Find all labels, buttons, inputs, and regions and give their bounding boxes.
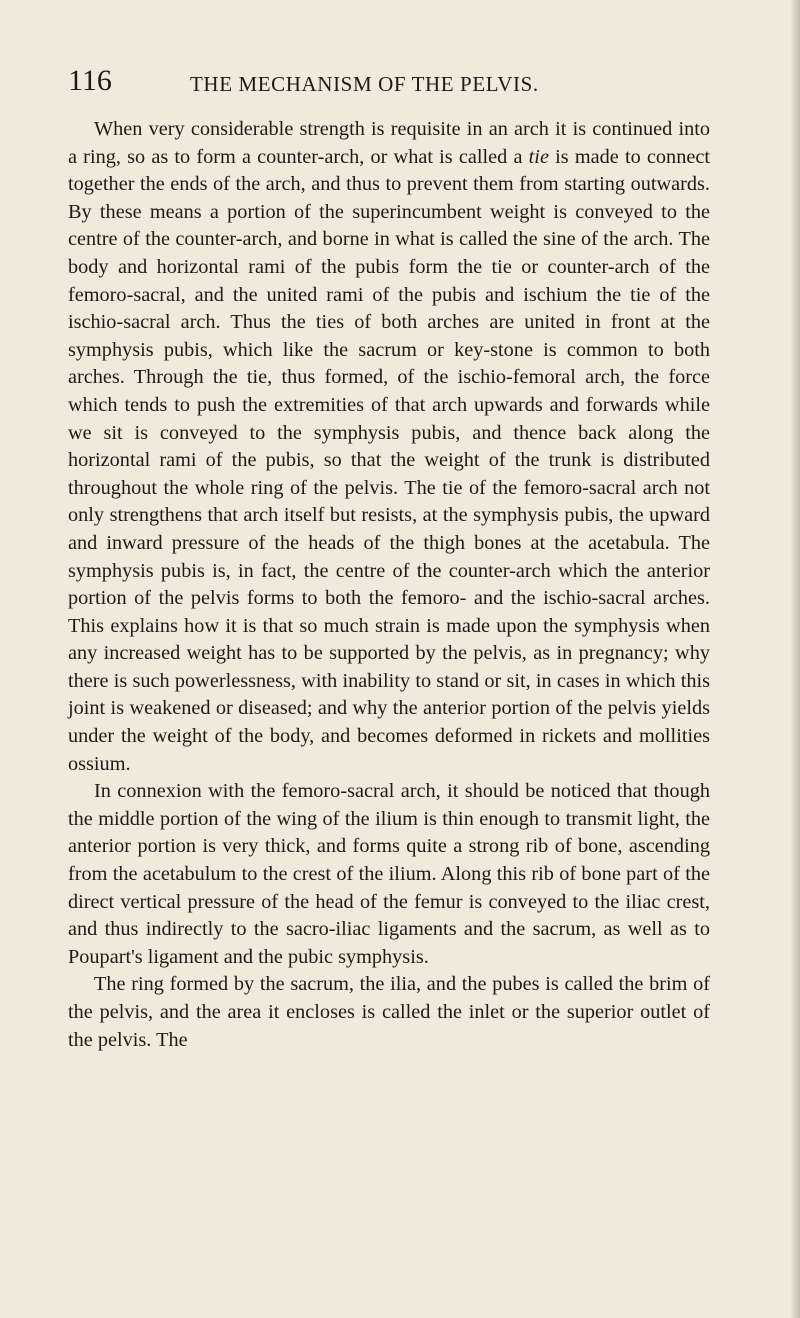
italic-term-tie: tie [528,145,549,168]
paragraph-femoro-sacral: In connexion with the femoro-sacral arch, it should be noticed that though the middle portion of the wing of the ilium is thin enough to transmit light, the anterior portion is very thick, and forms quite a strong rib of bone, ascending from the acetabulum to the crest of the ilium. Along this rib of bone part of the direct vertical pressure of the head of the femur is conveyed to the iliac crest, and thus indirectly to the sacro-iliac ligaments and the sacrum, as well as to Poupart's ligament and the pubic symphysis. [68,780,710,968]
page-number: 116 [68,64,112,97]
paragraph-pelvic-brim: The ring formed by the sacrum, the ilia, and the pubes is called the brim of the pelvis, and the area it encloses is called the inlet or the superior outlet of the pelvis. The [68,973,710,1051]
running-title: THE MECHANISM OF THE PELVIS. [190,72,539,96]
body-text [68,116,710,1054]
paragraph-text-rest: is made to connect together the ends of the arch, and thus to prevent them from starting outwards. By these means a portion of the superincumbent weight is conveyed to the centre of the counter-arch, and borne in what is called the sine of the arch. The body and horizontal rami of the pubis form the tie or counter-arch of the femoro-sacral, and the united rami of the pubis and ischium the tie of the ischio-sacral arch. Thus the ties of both arches are united in front at the symphysis pubis, which like the sacrum or key-stone is common to both arches. Through the tie, thus formed, of the ischio-femoral arch, the force which tends to push the extremities of that arch upwards and forwards while we sit is conveyed to the symphysis pubis, and thence back along the horizontal rami of the pubis, so that the weight of the trunk is distributed throughout the whole ring of the pelvis. The tie of the femoro-sacral arch not only strengthens that arch itself but resists, at the symphysis pubis, the upward and inward pressure of the heads of the thigh bones at the acetabula. The symphysis pubis is, in fact, the centre of the counter-arch which the anterior portion of the pelvis forms to both the femoro- and the ischio-sacral arches. This explains how it is that so much strain is made upon the symphysis when any increased weight has to be supported by the pelvis, as in pregnancy; why there is such powerlessness, with inability to stand or sit, in cases in which this joint is weakened or diseased; and why the anterior portion of the pelvis yields under the weight of the body, and becomes deformed in rickets and mollities ossium. [68,145,710,775]
running-head [68,66,708,96]
paragraph-arch-tie [68,116,710,778]
page-edge-shadow [790,0,800,1318]
paragraph-text-start: When very considerable strength is requisite in an arch it is continued into a ring, so as to form a counter-arch, or what is called a [68,118,710,168]
